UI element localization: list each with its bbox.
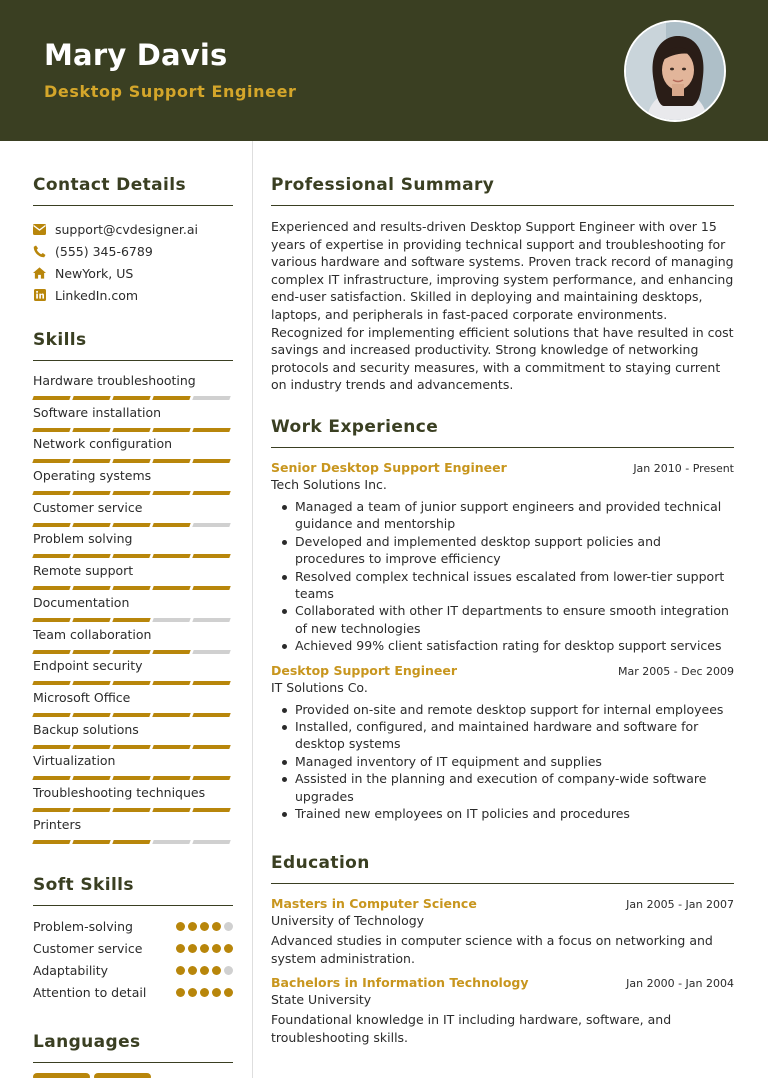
section-rule <box>33 205 233 206</box>
section-rule <box>271 205 734 206</box>
skill-level-segment <box>72 618 110 622</box>
rating-dot <box>212 922 221 931</box>
job-company: Tech Solutions Inc. <box>271 477 387 492</box>
skill-item <box>33 531 233 563</box>
languages-section <box>33 1032 233 1078</box>
skill-level-segment <box>72 491 110 495</box>
skill-level-segment <box>72 650 110 654</box>
skill-level-segment <box>112 396 150 400</box>
skill-level-segment <box>192 523 230 527</box>
skill-level-segment <box>152 396 190 400</box>
degree-title: Bachelors in Information Technology <box>271 975 529 991</box>
skill-name: Problem solving <box>33 531 133 547</box>
rating-dot <box>200 922 209 931</box>
contact-email[interactable] <box>33 218 233 240</box>
rating-dot <box>224 988 233 997</box>
skill-level-segment <box>32 745 70 749</box>
soft-skill-item <box>33 915 233 937</box>
job-title: Desktop Support Engineer <box>271 662 458 678</box>
education-header <box>271 975 734 990</box>
skill-item <box>33 468 233 500</box>
column-divider <box>252 141 253 1078</box>
education-date: Jan 2000 - Jan 2004 <box>626 977 734 991</box>
phone-icon <box>33 245 46 258</box>
skill-level-segment <box>32 650 70 654</box>
job-header <box>271 663 734 678</box>
skills-heading: Skills <box>33 330 87 350</box>
skill-level-segment <box>152 745 190 749</box>
skill-level-segment <box>112 523 150 527</box>
job-bullet: Achieved 99% client satisfaction rating for desktop support services <box>271 637 734 654</box>
skill-level-segment <box>112 491 150 495</box>
skill-item <box>33 817 233 849</box>
contact-linkedin[interactable] <box>33 284 233 306</box>
job-bullets <box>271 498 734 655</box>
rating-dot <box>188 944 197 953</box>
soft-skill-name: Customer service <box>33 940 143 956</box>
skill-level-segment <box>192 554 230 558</box>
skill-level-segment <box>152 650 190 654</box>
envelope-icon <box>33 223 46 236</box>
skill-level-bar <box>33 681 233 685</box>
soft-skill-rating <box>176 966 233 975</box>
job-bullet: Trained new employees on IT policies and procedures <box>271 805 734 822</box>
job-bullet: Managed inventory of IT equipment and supplies <box>271 753 734 770</box>
education-entry <box>271 975 734 1046</box>
soft-skill-name: Adaptability <box>33 962 109 978</box>
skill-item <box>33 563 233 595</box>
soft-skill-item <box>33 937 233 959</box>
contact-location-text: NewYork, US <box>55 265 134 281</box>
skill-level-segment <box>32 840 70 844</box>
skill-level-segment <box>72 713 110 717</box>
job-company: IT Solutions Co. <box>271 679 368 695</box>
skill-name: Backup solutions <box>33 721 139 737</box>
skill-level-segment <box>72 840 110 844</box>
skill-level-segment <box>192 808 230 812</box>
avatar-portrait-icon <box>626 22 726 122</box>
skill-item <box>33 753 233 785</box>
language-level-bars <box>33 1073 233 1078</box>
rating-dot <box>212 966 221 975</box>
skill-level-segment <box>152 618 190 622</box>
skill-level-segment <box>152 681 190 685</box>
education-heading: Education <box>271 853 370 873</box>
job-bullet: Provided on-site and remote desktop support for internal employees <box>271 701 734 718</box>
skill-level-segment <box>152 808 190 812</box>
rating-dot <box>224 966 233 975</box>
job-bullet: Assisted in the planning and execution of company-wide software upgrades <box>271 770 734 805</box>
job-title: Senior Desktop Support Engineer <box>271 460 507 475</box>
avatar <box>624 20 726 122</box>
skill-level-segment <box>32 713 70 717</box>
skill-level-bar <box>33 586 233 590</box>
skill-level-segment <box>32 523 70 527</box>
school-name: State University <box>271 992 372 1008</box>
skill-name: Network configuration <box>33 436 173 452</box>
job-header <box>271 460 734 475</box>
resume-header <box>0 0 768 141</box>
rating-dot <box>188 966 197 975</box>
skill-level-segment <box>32 554 70 558</box>
contact-email-text: support@cvdesigner.ai <box>55 221 199 237</box>
skill-level-segment <box>152 491 190 495</box>
skill-level-segment <box>152 459 190 463</box>
skill-level-bar <box>33 650 233 654</box>
skill-level-segment <box>32 428 70 432</box>
soft-skill-item <box>33 959 233 981</box>
job-bullet: Installed, configured, and maintained hardware and software for desktop systems <box>271 718 734 753</box>
skill-level-segment <box>152 554 190 558</box>
skill-level-segment <box>72 554 110 558</box>
skill-level-segment <box>112 554 150 558</box>
summary-text: Experienced and results-driven Desktop Support Engineer with over 15 years of expertise in providing technical support and troubleshooting for various hardware and software systems. Proven track record of managing complex IT infrastructure, improving system performance, and enhancing end-user satisfaction. Skilled in deploying and maintaining desktops, laptops, and peripherals in fast-paced corporate environments. Recognized for implementing efficient solutions that have resulted in cost savings and increased productivity. Strong knowledge of networking protocols and security measures, with a commitment to staying current on industry trends and advancements. <box>271 219 734 393</box>
skill-level-segment <box>112 428 150 432</box>
skill-item <box>33 722 233 754</box>
rating-dot <box>212 988 221 997</box>
degree-title: Masters in Computer Science <box>271 896 477 911</box>
skill-level-bar <box>33 713 233 717</box>
skill-level-segment <box>72 681 110 685</box>
job-bullet: Managed a team of junior support engineers and provided technical guidance and mentorship <box>271 498 734 533</box>
job-entry <box>271 460 734 655</box>
section-rule <box>33 1062 233 1063</box>
rating-dot <box>212 944 221 953</box>
rating-dot <box>176 922 185 931</box>
skills-list <box>33 373 233 848</box>
rating-dot <box>176 966 185 975</box>
rating-dot <box>176 988 185 997</box>
summary-section <box>271 175 734 394</box>
soft-skill-name: Problem-solving <box>33 918 133 934</box>
rating-dot <box>200 966 209 975</box>
skill-level-bar <box>33 459 233 463</box>
skill-level-segment <box>72 745 110 749</box>
skill-level-segment <box>72 396 110 400</box>
job-bullet: Collaborated with other IT departments to ensure smooth integration of new technologies <box>271 602 734 637</box>
soft-skill-name: Attention to detail <box>33 984 147 1000</box>
skill-level-bar <box>33 745 233 749</box>
skill-level-segment <box>192 428 230 432</box>
education-section <box>271 853 734 1046</box>
skill-level-segment <box>152 523 190 527</box>
skill-name: Operating systems <box>33 468 152 484</box>
skill-level-segment <box>192 618 230 622</box>
skill-level-segment <box>72 523 110 527</box>
skill-level-segment <box>152 776 190 780</box>
work-heading: Work Experience <box>271 417 439 437</box>
skill-level-segment <box>152 428 190 432</box>
contact-heading: Contact Details <box>33 175 186 195</box>
education-list <box>271 896 734 1046</box>
skill-name: Remote support <box>33 563 134 579</box>
skill-level-segment <box>112 586 150 590</box>
education-description: Advanced studies in computer science with a focus on networking and system administration. <box>271 933 713 966</box>
skill-item <box>33 373 233 405</box>
skill-level-segment <box>192 650 230 654</box>
soft-skills-heading: Soft Skills <box>33 875 134 895</box>
section-rule <box>33 905 233 906</box>
soft-skill-rating <box>176 922 233 931</box>
summary-heading: Professional Summary <box>271 175 495 195</box>
education-entry <box>271 896 734 967</box>
skill-level-segment <box>72 776 110 780</box>
skill-level-segment <box>112 840 150 844</box>
skill-level-segment <box>32 459 70 463</box>
skill-level-segment <box>112 745 150 749</box>
skill-level-segment <box>112 459 150 463</box>
education-date: Jan 2005 - Jan 2007 <box>626 898 734 911</box>
skill-item <box>33 690 233 722</box>
skill-level-segment <box>192 459 230 463</box>
skill-item <box>33 500 233 532</box>
section-rule <box>271 883 734 884</box>
job-bullet: Developed and implemented desktop support policies and procedures to improve efficiency <box>271 533 734 568</box>
skill-level-segment <box>192 713 230 717</box>
skill-level-segment <box>192 396 230 400</box>
skill-level-segment <box>192 681 230 685</box>
skill-level-segment <box>32 396 70 400</box>
home-icon <box>33 267 46 280</box>
skill-level-bar <box>33 396 233 400</box>
skill-level-bar <box>33 808 233 812</box>
skill-level-segment <box>32 491 70 495</box>
skill-name: Printers <box>33 816 82 832</box>
skill-name: Hardware troubleshooting <box>33 373 196 388</box>
skill-name: Troubleshooting techniques <box>33 784 206 800</box>
skill-level-segment <box>32 618 70 622</box>
soft-skill-rating <box>176 988 233 997</box>
soft-skill-item <box>33 981 233 1003</box>
linkedin-icon <box>33 289 46 302</box>
skill-item <box>33 658 233 690</box>
languages-heading: Languages <box>33 1032 141 1052</box>
skill-name: Microsoft Office <box>33 689 131 705</box>
skill-level-segment <box>192 586 230 590</box>
skill-name: Customer service <box>33 499 143 515</box>
skill-level-segment <box>32 586 70 590</box>
skill-item <box>33 627 233 659</box>
skill-level-segment <box>112 618 150 622</box>
job-date: Jan 2010 - Present <box>633 462 734 475</box>
skill-level-segment <box>152 840 190 844</box>
rating-dot <box>188 922 197 931</box>
skill-item <box>33 785 233 817</box>
language-level-segment <box>94 1073 151 1078</box>
section-rule <box>271 447 734 448</box>
skill-name: Team collaboration <box>33 626 152 642</box>
skill-item <box>33 436 233 468</box>
rating-dot <box>200 988 209 997</box>
rating-dot <box>176 944 185 953</box>
skills-section <box>33 330 233 848</box>
work-section <box>271 417 734 823</box>
skill-level-segment <box>72 586 110 590</box>
skill-level-bar <box>33 776 233 780</box>
rating-dot <box>224 944 233 953</box>
skill-level-segment <box>32 681 70 685</box>
skill-level-segment <box>112 808 150 812</box>
rating-dot <box>188 988 197 997</box>
skill-level-bar <box>33 618 233 622</box>
skill-level-bar <box>33 554 233 558</box>
job-bullet: Resolved complex technical issues escalated from lower-tier support teams <box>271 568 734 603</box>
skill-name: Virtualization <box>33 753 116 769</box>
education-header <box>271 896 734 911</box>
skill-level-segment <box>152 586 190 590</box>
skill-level-bar <box>33 491 233 495</box>
section-rule <box>33 360 233 361</box>
rating-dot <box>200 944 209 953</box>
contact-phone-text: (555) 345-6789 <box>55 243 153 259</box>
skill-level-segment <box>72 808 110 812</box>
skill-level-segment <box>192 776 230 780</box>
skill-level-segment <box>192 745 230 749</box>
education-description: Foundational knowledge in IT including hardware, software, and troubleshooting skills. <box>271 1012 672 1045</box>
skill-level-segment <box>32 776 70 780</box>
skill-level-segment <box>72 459 110 463</box>
job-date: Mar 2005 - Dec 2009 <box>618 664 734 678</box>
skill-name: Endpoint security <box>33 658 143 674</box>
skill-item <box>33 595 233 627</box>
job-bullets <box>271 701 734 823</box>
soft-skill-rating <box>176 944 233 953</box>
skill-level-segment <box>192 840 230 844</box>
candidate-title: Desktop Support Engineer <box>44 82 297 101</box>
contact-phone[interactable] <box>33 240 233 262</box>
jobs-list <box>271 460 734 823</box>
rating-dot <box>224 922 233 931</box>
soft-skills-list <box>33 915 233 1003</box>
candidate-name: Mary Davis <box>44 38 228 72</box>
skill-level-segment <box>112 650 150 654</box>
soft-skills-section <box>33 875 233 1003</box>
job-entry <box>271 663 734 823</box>
skill-level-segment <box>152 713 190 717</box>
skill-level-segment <box>192 491 230 495</box>
contact-list <box>33 218 233 306</box>
skill-level-segment <box>112 713 150 717</box>
language-level-segment <box>33 1073 90 1078</box>
contact-linkedin-text: LinkedIn.com <box>55 287 139 303</box>
skill-name: Documentation <box>33 594 130 610</box>
contact-section <box>33 175 233 306</box>
skill-item <box>33 405 233 437</box>
skill-level-bar <box>33 428 233 432</box>
skill-level-segment <box>32 808 70 812</box>
skill-level-bar <box>33 523 233 527</box>
skill-level-bar <box>33 840 233 844</box>
skill-level-segment <box>112 681 150 685</box>
contact-location <box>33 262 233 284</box>
skill-level-segment <box>72 428 110 432</box>
school-name: University of Technology <box>271 913 425 928</box>
skill-level-segment <box>112 776 150 780</box>
skill-name: Software installation <box>33 404 162 420</box>
